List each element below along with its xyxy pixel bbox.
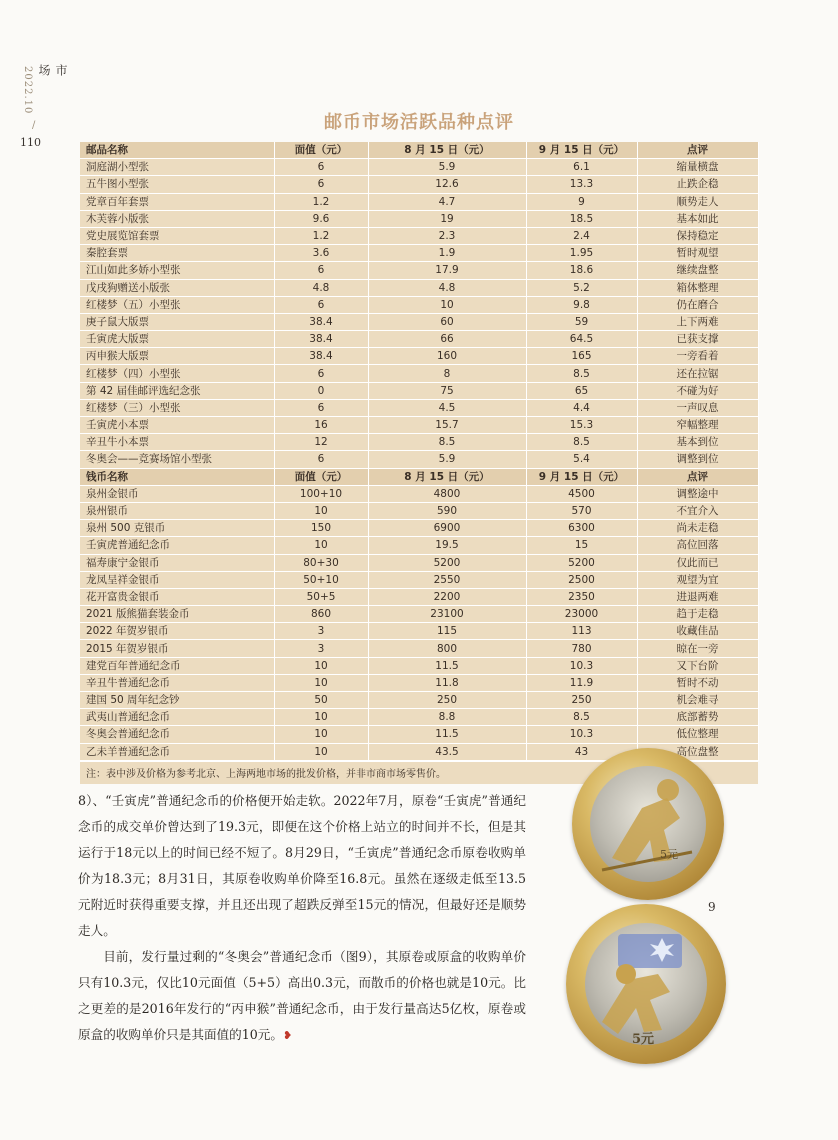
- table-cell: 11.9: [526, 674, 637, 691]
- table-cell: 115: [368, 623, 526, 640]
- table-cell: 10.3: [526, 726, 637, 743]
- table-cell: 6: [274, 451, 368, 468]
- table-cell: 9.6: [274, 210, 368, 227]
- table-cell: 19: [368, 210, 526, 227]
- table-cell: 冬奥会——竞赛场馆小型张: [80, 451, 274, 468]
- table-row: [80, 451, 758, 468]
- price-table: [80, 142, 758, 784]
- table-cell: 860: [274, 606, 368, 623]
- table-cell: 4800: [368, 485, 526, 502]
- table-row: [80, 692, 758, 709]
- table-cell: 还在拉锯: [637, 365, 758, 382]
- table-cell: 趋于走稳: [637, 606, 758, 623]
- table-cell: 2.4: [526, 227, 637, 244]
- table-cell: 5.9: [368, 159, 526, 176]
- table-cell: 1.2: [274, 227, 368, 244]
- table-cell: 6: [274, 365, 368, 382]
- table-cell: 43: [526, 743, 637, 760]
- price-table-body: [80, 142, 758, 760]
- table-cell: 木芙蓉小版张: [80, 210, 274, 227]
- coins-header-cell: 8 月 15 日（元）: [368, 468, 526, 485]
- table-cell: 仍在磨合: [637, 296, 758, 313]
- stamps-header-cell: 9 月 15 日（元）: [526, 142, 637, 159]
- table-cell: 1.95: [526, 245, 637, 262]
- table-cell: 11.5: [368, 726, 526, 743]
- coin-denomination-2: 5元: [632, 1032, 655, 1047]
- coin-image-reverse: [566, 904, 726, 1064]
- table-cell: 6900: [368, 520, 526, 537]
- table-cell: 2015 年贺岁银币: [80, 640, 274, 657]
- table-cell: 23000: [526, 606, 637, 623]
- table-cell: 2200: [368, 588, 526, 605]
- table-cell: 8.8: [368, 709, 526, 726]
- table-cell: 6300: [526, 520, 637, 537]
- table-cell: 6: [274, 262, 368, 279]
- table-cell: 17.9: [368, 262, 526, 279]
- table-cell: 10: [274, 743, 368, 760]
- table-cell: 19.5: [368, 537, 526, 554]
- table-cell: 党史展览馆套票: [80, 227, 274, 244]
- table-cell: 辛丑牛普通纪念币: [80, 674, 274, 691]
- table-cell: 不碰为好: [637, 382, 758, 399]
- table-cell: 165: [526, 348, 637, 365]
- table-cell: 590: [368, 502, 526, 519]
- table-cell: 武夷山普通纪念币: [80, 709, 274, 726]
- table-cell: 4.4: [526, 399, 637, 416]
- table-cell: 50+10: [274, 571, 368, 588]
- table-row: [80, 657, 758, 674]
- stamps-header-cell: 点评: [637, 142, 758, 159]
- table-cell: 10: [274, 709, 368, 726]
- table-cell: 75: [368, 382, 526, 399]
- table-cell: 8.5: [526, 365, 637, 382]
- table-row: [80, 331, 758, 348]
- table-cell: 5.2: [526, 279, 637, 296]
- table-cell: 5200: [368, 554, 526, 571]
- table-cell: 高位盘整: [637, 743, 758, 760]
- table-row: [80, 296, 758, 313]
- table-cell: 3: [274, 623, 368, 640]
- figure-label: 9: [708, 900, 716, 914]
- table-cell: 洞庭湖小型张: [80, 159, 274, 176]
- table-cell: 建党百年普通纪念币: [80, 657, 274, 674]
- table-cell: 800: [368, 640, 526, 657]
- table-cell: 调整到位: [637, 451, 758, 468]
- table-cell: 2022 年贺岁银币: [80, 623, 274, 640]
- page-title: 邮币市场活跃品种点评: [324, 112, 514, 133]
- table-cell: 6: [274, 176, 368, 193]
- table-cell: 2350: [526, 588, 637, 605]
- table-cell: 2550: [368, 571, 526, 588]
- table-cell: 5.9: [368, 451, 526, 468]
- table-cell: 50: [274, 692, 368, 709]
- table-cell: 泉州银币: [80, 502, 274, 519]
- table-cell: 红楼梦（五）小型张: [80, 296, 274, 313]
- table-cell: 暂时观望: [637, 245, 758, 262]
- issue-date: 2022.10: [22, 66, 33, 115]
- table-cell: 第 42 届佳邮评选纪念张: [80, 382, 274, 399]
- table-cell: 壬寅虎小本票: [80, 417, 274, 434]
- table-cell: 13.3: [526, 176, 637, 193]
- table-row: [80, 606, 758, 623]
- table-cell: 60: [368, 313, 526, 330]
- table-cell: 箱体整理: [637, 279, 758, 296]
- table-cell: 80+30: [274, 554, 368, 571]
- table-cell: 仅此而已: [637, 554, 758, 571]
- table-cell: 庚子鼠大版票: [80, 313, 274, 330]
- table-cell: 3.6: [274, 245, 368, 262]
- table-cell: 龙凤呈祥金银币: [80, 571, 274, 588]
- table-cell: 2.3: [368, 227, 526, 244]
- coins-header-row: [80, 468, 758, 485]
- table-cell: 15.7: [368, 417, 526, 434]
- table-cell: 570: [526, 502, 637, 519]
- stamps-header-row: [80, 142, 758, 159]
- table-row: [80, 709, 758, 726]
- table-cell: 2500: [526, 571, 637, 588]
- table-row: [80, 674, 758, 691]
- table-cell: 进退两难: [637, 588, 758, 605]
- table-cell: 机会难寻: [637, 692, 758, 709]
- table-cell: 100+10: [274, 485, 368, 502]
- table-cell: 调整途中: [637, 485, 758, 502]
- table-cell: 250: [368, 692, 526, 709]
- table-cell: 15.3: [526, 417, 637, 434]
- table-cell: 高位回落: [637, 537, 758, 554]
- table-cell: 15: [526, 537, 637, 554]
- table-cell: 又下台阶: [637, 657, 758, 674]
- table-cell: 8.5: [526, 709, 637, 726]
- table-cell: 暂时不动: [637, 674, 758, 691]
- table-cell: 4.8: [274, 279, 368, 296]
- table-row: [80, 159, 758, 176]
- table-cell: 66: [368, 331, 526, 348]
- table-row: [80, 245, 758, 262]
- table-cell: 泉州金银币: [80, 485, 274, 502]
- table-cell: 晾在一旁: [637, 640, 758, 657]
- table-cell: 1.9: [368, 245, 526, 262]
- article-paragraph-1: 8）、“壬寅虎”普通纪念币的价格便开始走软。2022年7月，原卷“壬寅虎”普通纪念币的成交单价曾达到了19.3元，即便在这个价格上站立的时间并不长，但是其运行于18元以上的时间已经不短了。8月29日，“壬寅虎”普通纪念币原卷收购单价为18.3元；8月31日，其原卷收购单价降至16.8元。虽然在逐级走低至13.5元附近时获得重要支撑，并且还出现了超跌反弹至15元的情况，但最好还是顺势走人。: [78, 793, 526, 938]
- table-cell: 顺势走人: [637, 193, 758, 210]
- table-cell: 780: [526, 640, 637, 657]
- table-note: 注：表中涉及价格为参考北京、上海两地市场的批发价格，并非市商市场零售价。: [80, 761, 758, 784]
- table-row: [80, 399, 758, 416]
- table-cell: 2021 版熊猫套装金币: [80, 606, 274, 623]
- table-cell: 160: [368, 348, 526, 365]
- table-cell: 38.4: [274, 348, 368, 365]
- table-cell: 8: [368, 365, 526, 382]
- table-cell: 65: [526, 382, 637, 399]
- table-cell: 150: [274, 520, 368, 537]
- table-row: [80, 382, 758, 399]
- coin-denomination-1: 5元: [660, 848, 678, 861]
- coins-header-cell: 面值（元）: [274, 468, 368, 485]
- table-cell: 观望为宜: [637, 571, 758, 588]
- table-cell: 继续盘整: [637, 262, 758, 279]
- table-cell: 4.8: [368, 279, 526, 296]
- table-cell: 9: [526, 193, 637, 210]
- end-mark-icon: ❥: [282, 1029, 293, 1042]
- table-row: [80, 279, 758, 296]
- skier-icon: [572, 748, 724, 900]
- table-cell: 11.5: [368, 657, 526, 674]
- table-cell: 11.8: [368, 674, 526, 691]
- price-table-grid: [80, 142, 759, 761]
- table-cell: 5200: [526, 554, 637, 571]
- coins-header-cell: 点评: [637, 468, 758, 485]
- page-slash: /: [32, 120, 36, 131]
- table-row: [80, 262, 758, 279]
- table-cell: 6: [274, 399, 368, 416]
- table-cell: 38.4: [274, 313, 368, 330]
- table-row: [80, 193, 758, 210]
- table-row: [80, 313, 758, 330]
- table-cell: 10.3: [526, 657, 637, 674]
- table-cell: 50+5: [274, 588, 368, 605]
- table-cell: 4.7: [368, 193, 526, 210]
- table-cell: 10: [274, 502, 368, 519]
- table-cell: 10: [368, 296, 526, 313]
- table-cell: 5.4: [526, 451, 637, 468]
- table-row: [80, 726, 758, 743]
- table-cell: 建国 50 周年纪念钞: [80, 692, 274, 709]
- table-cell: 冬奥会普通纪念币: [80, 726, 274, 743]
- table-cell: 12.6: [368, 176, 526, 193]
- table-row: [80, 210, 758, 227]
- table-cell: 4500: [526, 485, 637, 502]
- table-cell: 丙申猴大版票: [80, 348, 274, 365]
- table-cell: 8.5: [368, 434, 526, 451]
- section-label: 市场: [37, 64, 68, 78]
- table-cell: 红楼梦（三）小型张: [80, 399, 274, 416]
- table-row: [80, 623, 758, 640]
- table-cell: 18.6: [526, 262, 637, 279]
- table-cell: 10: [274, 537, 368, 554]
- table-cell: 64.5: [526, 331, 637, 348]
- table-cell: 低位整理: [637, 726, 758, 743]
- table-cell: 18.5: [526, 210, 637, 227]
- table-cell: 江山如此多娇小型张: [80, 262, 274, 279]
- stamps-header-cell: 面值（元）: [274, 142, 368, 159]
- table-cell: 乙未羊普通纪念币: [80, 743, 274, 760]
- table-cell: 花开富贵金银币: [80, 588, 274, 605]
- table-cell: 缩量横盘: [637, 159, 758, 176]
- table-cell: 38.4: [274, 331, 368, 348]
- table-cell: 红楼梦（四）小型张: [80, 365, 274, 382]
- article-paragraph-2-text: 目前，发行量过剩的“冬奥会”普通纪念币（图9），其原卷或原盒的收购单价只有10.3元，仅比10元面值（5+5）高出0.3元，而散币的价格也就是10元。比之更差的是2016年发行的“丙申猴”普通纪念币，由于发行量高达5亿枚，原卷或原盒的收购单价只是其面值的10元。: [78, 949, 526, 1042]
- table-cell: 底部蓄势: [637, 709, 758, 726]
- table-row: [80, 227, 758, 244]
- coins-header-cell: 钱币名称: [80, 468, 274, 485]
- table-cell: 43.5: [368, 743, 526, 760]
- table-cell: 上下两难: [637, 313, 758, 330]
- table-cell: 1.2: [274, 193, 368, 210]
- page-number: [20, 120, 41, 149]
- table-cell: 泉州 500 克银币: [80, 520, 274, 537]
- table-cell: 一声叹息: [637, 399, 758, 416]
- table-cell: 一旁看着: [637, 348, 758, 365]
- article-body: [78, 788, 526, 1049]
- table-row: [80, 176, 758, 193]
- table-row: [80, 348, 758, 365]
- stamps-header-cell: 邮品名称: [80, 142, 274, 159]
- table-cell: 不宜介入: [637, 502, 758, 519]
- table-cell: 4.5: [368, 399, 526, 416]
- table-row: [80, 520, 758, 537]
- table-cell: 五牛图小型张: [80, 176, 274, 193]
- table-cell: 10: [274, 657, 368, 674]
- table-cell: 3: [274, 640, 368, 657]
- table-cell: 已获支撑: [637, 331, 758, 348]
- table-cell: 250: [526, 692, 637, 709]
- table-cell: 113: [526, 623, 637, 640]
- table-cell: 窄幅整理: [637, 417, 758, 434]
- table-row: [80, 434, 758, 451]
- coin-image-obverse: [572, 748, 724, 900]
- table-cell: 10: [274, 674, 368, 691]
- table-row: [80, 554, 758, 571]
- table-cell: 6: [274, 296, 368, 313]
- coins-header-cell: 9 月 15 日（元）: [526, 468, 637, 485]
- table-row: [80, 537, 758, 554]
- table-row: [80, 485, 758, 502]
- table-cell: 党章百年套票: [80, 193, 274, 210]
- table-cell: 辛丑牛小本票: [80, 434, 274, 451]
- table-cell: 16: [274, 417, 368, 434]
- table-cell: 6.1: [526, 159, 637, 176]
- page-number-text: 110: [20, 136, 41, 149]
- table-cell: 12: [274, 434, 368, 451]
- table-cell: 6: [274, 159, 368, 176]
- table-row: [80, 417, 758, 434]
- table-row: [80, 571, 758, 588]
- table-cell: 福寿康宁金银币: [80, 554, 274, 571]
- table-row: [80, 365, 758, 382]
- table-cell: 尚未走稳: [637, 520, 758, 537]
- table-cell: 保持稳定: [637, 227, 758, 244]
- table-cell: 9.8: [526, 296, 637, 313]
- table-cell: 戊戌狗赠送小版张: [80, 279, 274, 296]
- table-cell: 基本如此: [637, 210, 758, 227]
- table-cell: 壬寅虎大版票: [80, 331, 274, 348]
- table-cell: 收藏佳品: [637, 623, 758, 640]
- table-row: [80, 640, 758, 657]
- table-cell: 基本到位: [637, 434, 758, 451]
- table-row: [80, 588, 758, 605]
- table-cell: 10: [274, 726, 368, 743]
- table-cell: 59: [526, 313, 637, 330]
- table-cell: 壬寅虎普通纪念币: [80, 537, 274, 554]
- table-row: [80, 502, 758, 519]
- table-cell: 23100: [368, 606, 526, 623]
- table-cell: 止跌企稳: [637, 176, 758, 193]
- table-cell: 0: [274, 382, 368, 399]
- article-paragraph-2: [78, 944, 526, 1049]
- stamps-header-cell: 8 月 15 日（元）: [368, 142, 526, 159]
- table-cell: 秦腔套票: [80, 245, 274, 262]
- table-cell: 8.5: [526, 434, 637, 451]
